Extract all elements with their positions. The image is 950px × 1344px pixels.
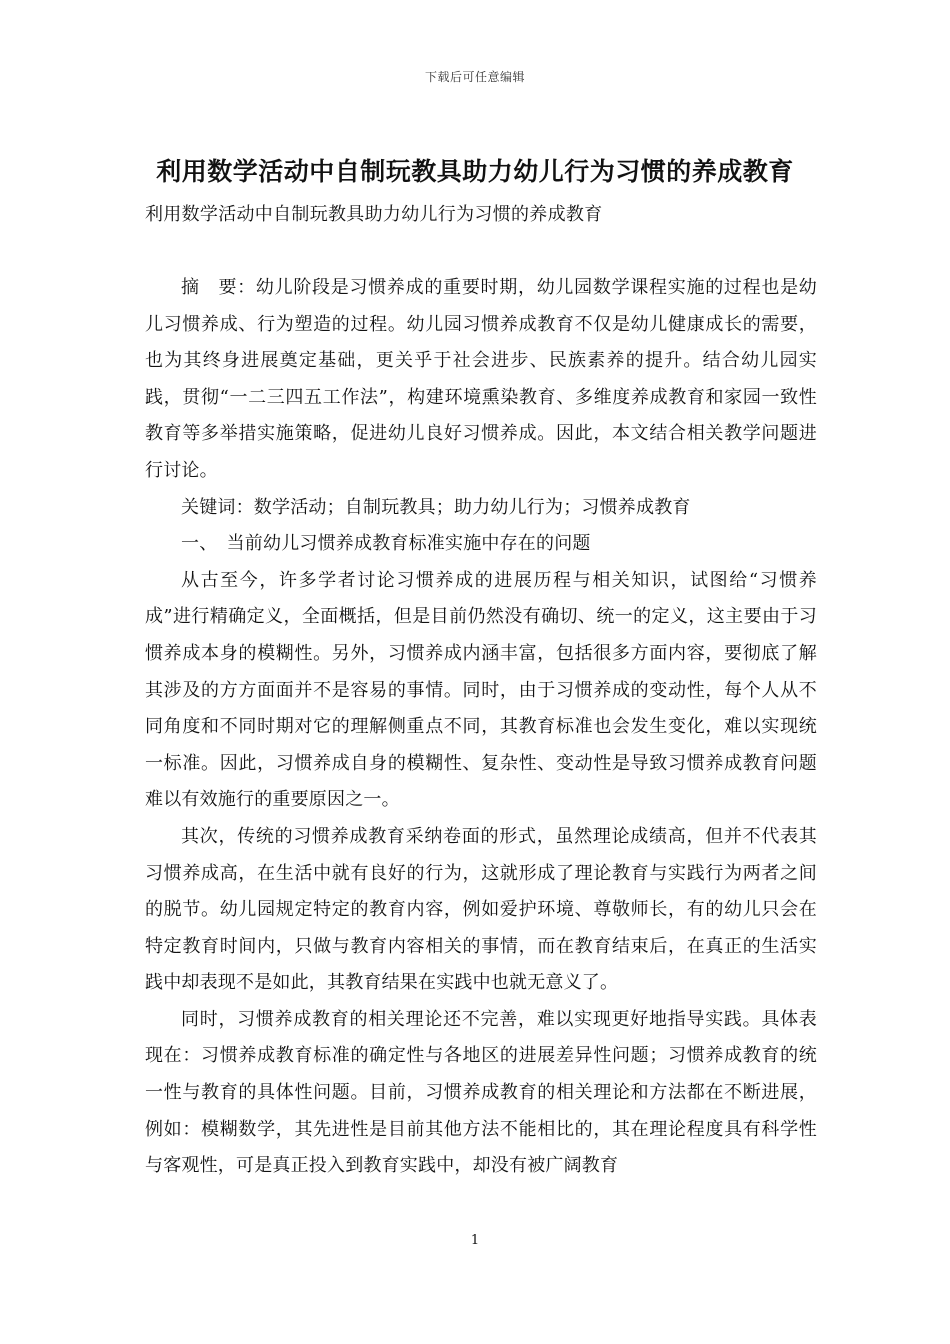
header-note: 下载后可任意编辑 (424, 70, 525, 84)
page-number: 1 (470, 1233, 480, 1248)
body-paragraph: 从古至今，许多学者讨论习惯养成的进展历程与相关知识，试图给“习惯养成”进行精确定义，全面概括，但是目前仍然没有确切、统一的定义，这主要由于习惯养成本身的模糊性。另外，习惯养成内涵丰富，包括很多方面内容，要彻底了解其涉及的方方面面并不是容易的事情。同时，由于习惯养成的变动性，每个人从不同角度和不同时期对它的理解侧重点不同，其教育标准也会发生变化，难以实现统一标准。因此，习惯养成自身的模糊性、复杂性、变动性是导致习惯养成教育问题难以有效施行的重要原因之一。 (145, 569, 817, 811)
body-paragraph: 其次，传统的习惯养成教育采纳卷面的形式，虽然理论成绩高，但并不代表其习惯养成高，在生活中就有良好的行为，这就形成了理论教育与实践行为两者之间的脱节。幼儿园规定特定的教育内容，例如爱护环境、尊敬师长，有的幼儿只会在特定教育时间内，只做与教育内容相关的事情，而在教育结束后，在真正的生活实践中却表现不是如此，其教育结果在实践中也就无意义了。 (145, 825, 817, 994)
section-heading: 一、 当前幼儿习惯养成教育标准实施中存在的问题 (181, 533, 591, 555)
body-paragraph: 同时，习惯养成教育的相关理论还不完善，难以实现更好地指导实践。具体表现在：习惯养成教育标准的确定性与各地区的进展差异性问题；习惯养成教育的统一性与教育的具体性问题。目前，习惯养成教育的相关理论和方法都在不断进展，例如：模糊数学，其先进性是目前其他方法不能相比的，其在理论程度具有科学性与客观性，可是真正投入到教育实践中，却没有被广阔教育 (145, 1008, 817, 1177)
document-title: 利用数学活动中自制玩教具助力幼儿行为习惯的养成教育 (156, 157, 794, 186)
abstract-paragraph: 摘 要：幼儿阶段是习惯养成的重要时期，幼儿园数学课程实施的过程也是幼儿习惯养成、行为塑造的过程。幼儿园习惯养成教育不仅是幼儿健康成长的需要，也为其终身进展奠定基础，更关乎于社会进步、民族素养的提升。结合幼儿园实践，贯彻“一二三四五工作法”，构建环境熏染教育、多维度养成教育和家园一致性教育等多举措实施策略，促进幼儿良好习惯养成。因此，本文结合相关教学问题进行讨论。 (145, 277, 817, 481)
document-body (145, 270, 817, 1185)
keywords-paragraph: 关键词：数学活动；自制玩教具；助力幼儿行为；习惯养成教育 (181, 496, 691, 518)
document-subtitle: 利用数学活动中自制玩教具助力幼儿行为习惯的养成教育 (145, 204, 603, 225)
